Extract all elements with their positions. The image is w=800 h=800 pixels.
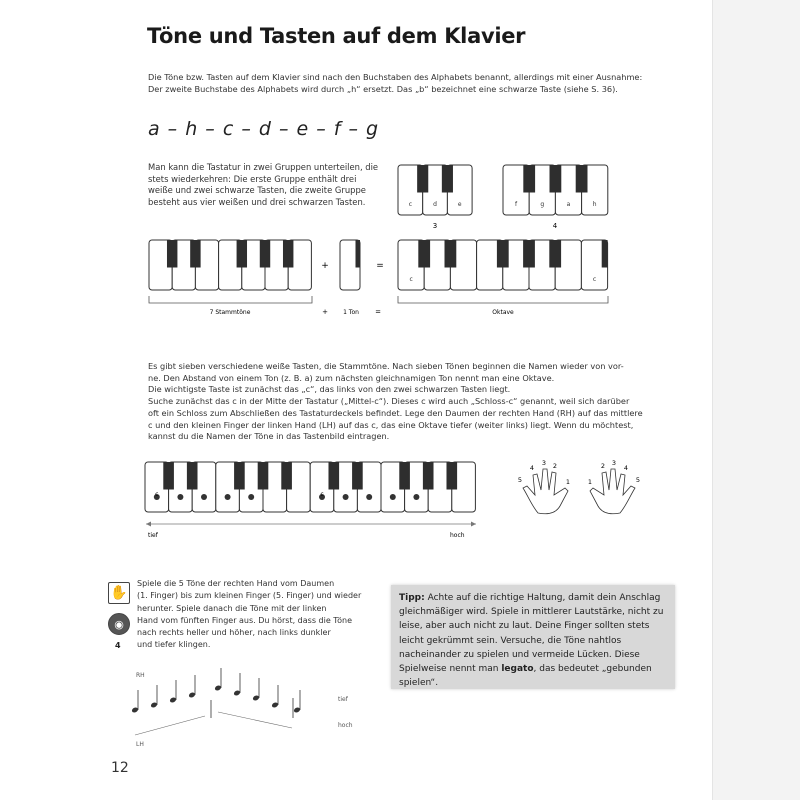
black-key	[258, 462, 269, 490]
finger-number: 4	[529, 464, 535, 472]
page-title: Töne und Tasten auf dem Klavier	[147, 24, 526, 48]
black-key	[260, 240, 270, 268]
finger-number: 4	[623, 464, 629, 472]
black-key	[550, 165, 562, 193]
intro-line: Die Töne bzw. Tasten auf dem Klavier sind nach den Buchstaben des Alphabets benannt, allerdings mit einer Ausnahme:	[148, 72, 643, 82]
black-key	[423, 462, 434, 490]
finger-number: 3	[611, 459, 617, 467]
black-key	[523, 240, 535, 268]
black-key	[417, 165, 428, 193]
group-number: 4	[552, 222, 558, 230]
black-key	[576, 165, 588, 193]
exercise-line: Spiele die 5 Töne der rechten Hand vom Daumen	[137, 579, 335, 588]
finger-number: 2	[600, 462, 606, 470]
key-label: h	[592, 201, 597, 208]
black-key	[328, 462, 339, 490]
finger-dot	[248, 494, 254, 500]
finger-number: 2	[552, 462, 558, 470]
intro-line: Der zweite Buchstabe des Alphabets wird durch „h“ ersetzt. Das „b“ bezeichnet eine schwarze Taste (siehe S. 36).	[148, 83, 618, 94]
arrow-up	[135, 716, 205, 735]
key-label: a	[566, 201, 571, 208]
c-label: c	[155, 491, 159, 498]
tief-label: tief	[338, 696, 348, 703]
c-label: c	[320, 491, 324, 498]
tip-text: Achte auf die richtige Haltung, damit dein Anschlag gleichmäßiger wird. Spiele in mittlerer Lautstärke, nicht zu leise, aber auch nicht zu laut. Deine Finger sollten stets leicht gekrümmt sein. Versuche, die Töne nahtlos nacheinander zu spielen und vermeide Lücken. Diese Spielweise nennt man	[399, 593, 664, 675]
body-line: ne. Den Abstand von einem Ton (z. B. a) zum nächsten gleichnamigen Ton nennt man eine Oktave.	[148, 372, 555, 383]
black-key	[523, 165, 535, 193]
body-line: oft ein Schloss zum Abschließen des Tastaturdeckels befindet. Lege den Daumen der rechten Hand (RH) auf das mittlere	[148, 407, 643, 418]
exercise-line: und tiefer klingen.	[137, 640, 211, 650]
groups-text: Man kann die Tastatur in zwei Gruppen unterteilen, die stets wiederkehren: Die erste Gruppe enthält drei weiße und zwei schwarze Tasten, die zweite Gruppe besteht aus vier weißen und drei schwarzen Tasten.	[148, 162, 379, 208]
key-label: c	[592, 276, 597, 283]
arrow-down	[218, 712, 292, 728]
tip-label: Tipp:	[399, 593, 425, 603]
equals-sign: =	[376, 261, 384, 271]
label-stammtoene: 7 Stammtöne	[209, 309, 251, 316]
finger-dot	[343, 494, 349, 500]
key-label: c	[408, 201, 413, 208]
tip-box	[391, 585, 675, 689]
body-line: kannst du die Namen der Töne in das Tastenbild eintragen.	[148, 431, 390, 442]
tip-text-end: , das bedeutet „gebunden spielen“.	[399, 664, 652, 689]
finger-number: 1	[587, 478, 593, 486]
exercise-line: herunter. Spiele danach die Töne mit der linken	[137, 603, 327, 613]
plus-sign: +	[321, 261, 329, 271]
equals-sign: =	[375, 308, 381, 316]
black-key	[352, 462, 363, 490]
finger-dot	[366, 494, 372, 500]
key-label: g	[540, 201, 545, 208]
black-key	[602, 240, 608, 268]
black-key	[234, 462, 245, 490]
finger-dot	[177, 494, 183, 500]
exercise-line: nach rechts heller und höher, nach links dunkler	[137, 628, 331, 638]
label-ton: 1 Ton	[343, 309, 359, 316]
plus-sign: +	[322, 308, 328, 316]
finger-number: 5	[635, 476, 641, 484]
bracket	[149, 296, 312, 303]
key-label: d	[433, 201, 437, 208]
notes-figure	[100, 660, 370, 750]
finger-dot	[201, 494, 207, 500]
black-key	[549, 240, 561, 268]
black-key	[163, 462, 174, 490]
finger-number: 1	[565, 478, 571, 486]
page-edge	[712, 0, 800, 800]
body-line: c und den kleinen Finger der linken Hand (LH) auf das c, das eine Oktave tiefer (weiter links) liegt. Wenn du möchtest,	[148, 419, 634, 430]
body-text	[148, 361, 708, 443]
hand-icon: ✋	[108, 582, 130, 604]
black-key	[190, 240, 200, 268]
body-line: Die wichtigste Taste ist zunächst das „c“, das links von den zwei schwarzen Tasten liegt.	[148, 384, 511, 395]
body-line: Suche zunächst das c in der Mitte der Tastatur („Mittel-c“). Dieses c wird auch „Schloss-c“ genannt, weil sich darüber	[148, 396, 630, 407]
black-key	[283, 240, 293, 268]
key-label: e	[457, 201, 462, 208]
hand-outline	[587, 469, 635, 514]
finger-number: 5	[517, 476, 523, 484]
finger-dot	[413, 494, 419, 500]
hoch-label: hoch	[450, 532, 465, 539]
note-sequence: a – h – c – d – e – f – g	[148, 118, 380, 140]
finger-dot	[225, 494, 231, 500]
black-key	[497, 240, 509, 268]
rh-label: RH	[136, 672, 145, 679]
hoch-label: hoch	[338, 722, 353, 729]
black-key	[442, 165, 453, 193]
group-number: 3	[432, 222, 438, 230]
label-oktave: Oktave	[492, 309, 514, 316]
lh-label: LH	[136, 741, 144, 748]
key-label: f	[515, 201, 518, 208]
black-key	[418, 240, 430, 268]
cd-icon: ◉	[108, 613, 130, 635]
tip-term: legato	[501, 664, 534, 675]
black-key	[187, 462, 198, 490]
hand-outline	[523, 469, 571, 514]
tief-label: tief	[148, 532, 158, 539]
track-number: 4	[115, 641, 121, 650]
exercise-line: Hand vom fünften Finger aus. Du hörst, dass die Töne	[137, 615, 353, 625]
black-key	[446, 462, 457, 490]
exercise-text	[137, 578, 387, 652]
bracket	[398, 296, 608, 303]
page-number: 12	[111, 760, 129, 776]
black-key	[356, 240, 361, 268]
black-key	[167, 240, 177, 268]
body-line: Es gibt sieben verschiedene weiße Tasten, die Stammtöne. Nach sieben Tönen beginnen die Namen wieder von vor-	[148, 361, 624, 371]
key-label: c	[409, 276, 413, 283]
finger-dot	[390, 494, 396, 500]
black-key	[237, 240, 247, 268]
exercise-line: (1. Finger) bis zum kleinen Finger (5. Finger) und wieder	[137, 591, 362, 601]
black-key	[399, 462, 410, 490]
black-key	[281, 462, 292, 490]
finger-number: 3	[541, 459, 547, 467]
black-key	[445, 240, 457, 268]
